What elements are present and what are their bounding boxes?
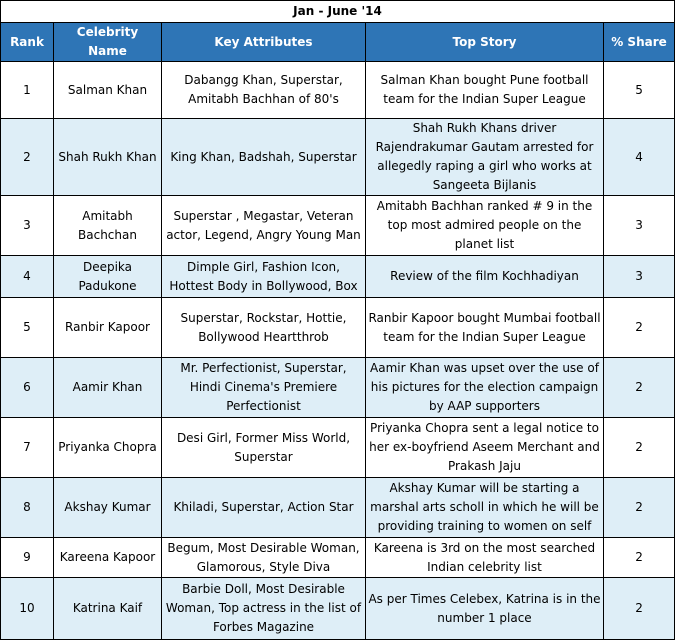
name-cell: Katrina Kaif: [54, 578, 162, 640]
column-header-key-attributes: Key Attributes: [162, 23, 366, 62]
story-cell: Aamir Khan was upset over the use of his pictures for the election campaign by AAP supporters: [366, 358, 604, 418]
attributes-cell: Begum, Most Desirable Woman, Glamorous, Style Diva: [162, 538, 366, 578]
story-cell: Kareena is 3rd on the most searched Indian celebrity list: [366, 538, 604, 578]
table-row: [1, 119, 675, 196]
column-header-top-story: Top Story: [366, 23, 604, 62]
table-row: [1, 478, 675, 538]
attributes-cell: King Khan, Badshah, Superstar: [162, 119, 366, 196]
share-cell: 3: [604, 256, 675, 298]
attributes-cell: Superstar , Megastar, Veteran actor, Legend, Angry Young Man: [162, 196, 366, 256]
table-row: [1, 196, 675, 256]
name-cell: Akshay Kumar: [54, 478, 162, 538]
column-header-share: % Share: [604, 23, 675, 62]
share-cell: 2: [604, 538, 675, 578]
rank-cell: 1: [1, 62, 54, 119]
rank-cell: 4: [1, 256, 54, 298]
share-cell: 2: [604, 358, 675, 418]
name-cell: Kareena Kapoor: [54, 538, 162, 578]
table-row: [1, 62, 675, 119]
name-cell: Ranbir Kapoor: [54, 298, 162, 358]
table-row: [1, 538, 675, 578]
share-cell: 2: [604, 298, 675, 358]
attributes-cell: Barbie Doll, Most Desirable Woman, Top actress in the list of Forbes Magazine: [162, 578, 366, 640]
rank-cell: 7: [1, 418, 54, 478]
story-cell: Akshay Kumar will be starting a marshal arts scholl in which he will be providing training to women on self: [366, 478, 604, 538]
share-cell: 2: [604, 478, 675, 538]
share-cell: 2: [604, 418, 675, 478]
title-row: [1, 1, 675, 23]
story-cell: Salman Khan bought Pune football team for the Indian Super League: [366, 62, 604, 119]
name-cell: Priyanka Chopra: [54, 418, 162, 478]
header-row: [1, 23, 675, 62]
share-cell: 4: [604, 119, 675, 196]
rank-cell: 2: [1, 119, 54, 196]
share-cell: 2: [604, 578, 675, 640]
story-cell: As per Times Celebex, Katrina is in the number 1 place: [366, 578, 604, 640]
table-title: Jan - June '14: [1, 1, 675, 23]
name-cell: Amitabh Bachchan: [54, 196, 162, 256]
share-cell: 5: [604, 62, 675, 119]
rank-cell: 3: [1, 196, 54, 256]
name-cell: Shah Rukh Khan: [54, 119, 162, 196]
name-cell: Salman Khan: [54, 62, 162, 119]
attributes-cell: Dabangg Khan, Superstar, Amitabh Bachhan of 80's: [162, 62, 366, 119]
rank-cell: 8: [1, 478, 54, 538]
attributes-cell: Khiladi, Superstar, Action Star: [162, 478, 366, 538]
table-row: [1, 578, 675, 640]
rank-cell: 5: [1, 298, 54, 358]
attributes-cell: Desi Girl, Former Miss World, Superstar: [162, 418, 366, 478]
attributes-cell: Mr. Perfectionist, Superstar, Hindi Cinema's Premiere Perfectionist: [162, 358, 366, 418]
column-header-rank: Rank: [1, 23, 54, 62]
table-row: [1, 358, 675, 418]
table-row: [1, 418, 675, 478]
rank-cell: 9: [1, 538, 54, 578]
table-row: [1, 256, 675, 298]
story-cell: Priyanka Chopra sent a legal notice to her ex-boyfriend Aseem Merchant and Prakash Jaju: [366, 418, 604, 478]
story-cell: Ranbir Kapoor bought Mumbai football team for the Indian Super League: [366, 298, 604, 358]
rank-cell: 10: [1, 578, 54, 640]
story-cell: Amitabh Bachhan ranked # 9 in the top most admired people on the planet list: [366, 196, 604, 256]
name-cell: Aamir Khan: [54, 358, 162, 418]
rank-cell: 6: [1, 358, 54, 418]
column-header-celebrity-name: Celebrity Name: [54, 23, 162, 62]
story-cell: Shah Rukh Khans driver Rajendrakumar Gautam arrested for allegedly raping a girl who works at Sangeeta Bijlanis: [366, 119, 604, 196]
attributes-cell: Dimple Girl, Fashion Icon, Hottest Body in Bollywood, Box: [162, 256, 366, 298]
table-row: [1, 298, 675, 358]
story-cell: Review of the film Kochhadiyan: [366, 256, 604, 298]
share-cell: 3: [604, 196, 675, 256]
attributes-cell: Superstar, Rockstar, Hottie, Bollywood Heartthrob: [162, 298, 366, 358]
name-cell: Deepika Padukone: [54, 256, 162, 298]
